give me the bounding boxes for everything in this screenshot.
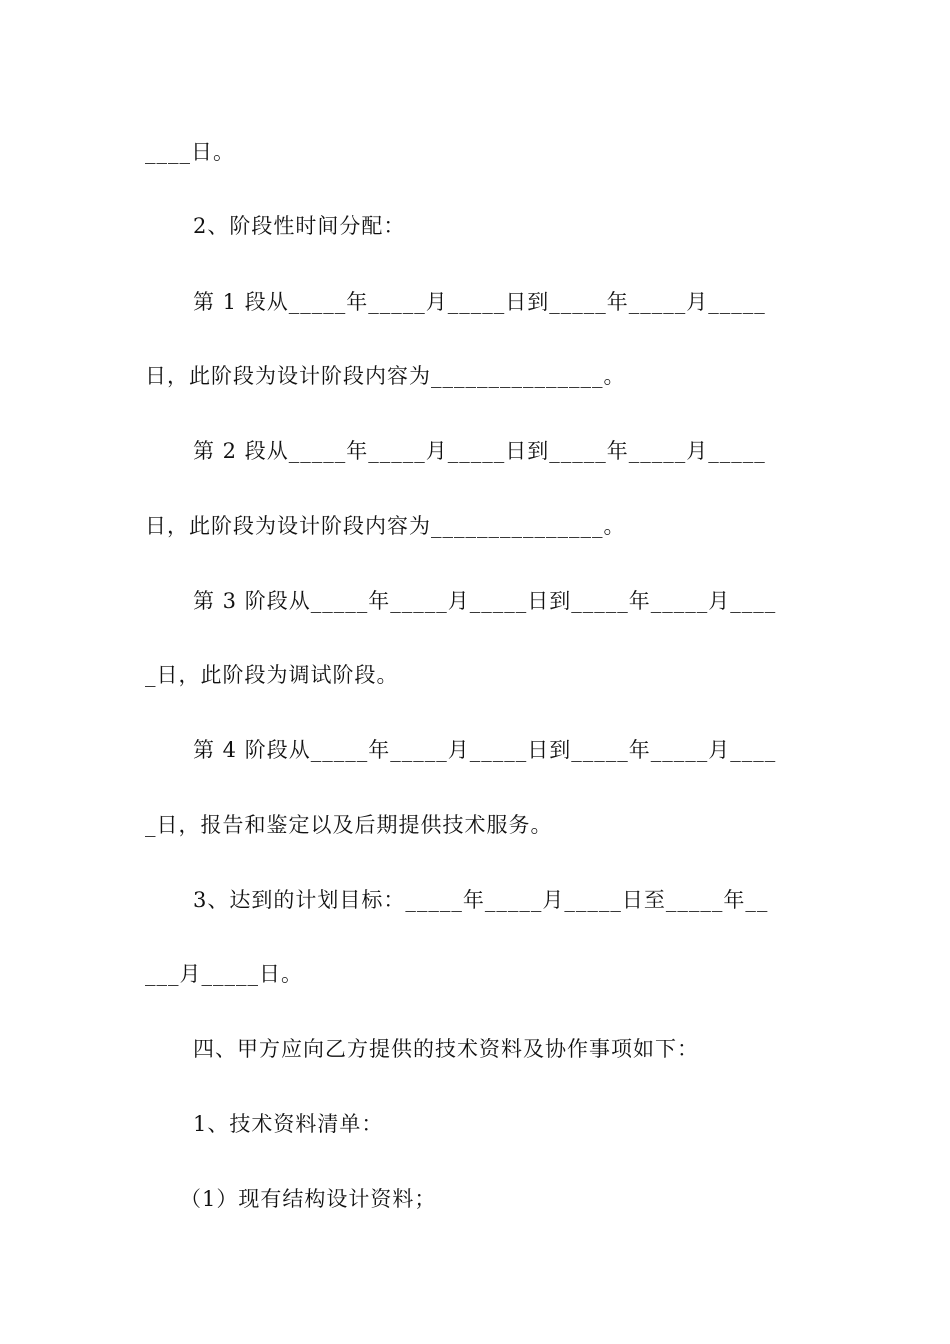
section-heading-time-allocation: 2、阶段性时间分配： <box>193 214 406 238</box>
section-heading-tech-materials: 1、技术资料清单： <box>193 1112 384 1136</box>
list-item-structure-design: （1）现有结构设计资料； <box>180 1187 437 1211</box>
text-line-stage-2: 第 2 段从_____年_____月_____日到_____年_____月_____ <box>193 439 766 463</box>
section-heading-party-a: 四、甲方应向乙方提供的技术资料及协作事项如下： <box>193 1037 699 1061</box>
text-line: _日，报告和鉴定以及后期提供技术服务。 <box>145 813 553 837</box>
text-line: _日，此阶段为调试阶段。 <box>145 663 399 687</box>
text-line: ____日。 <box>145 140 235 164</box>
text-line-stage-1: 第 1 段从_____年_____月_____日到_____年_____月_____ <box>193 290 766 314</box>
text-line: 日，此阶段为设计阶段内容为_______________。 <box>145 514 626 538</box>
text-line-plan-target: 3、达到的计划目标：_____年_____月_____日至_____年__ <box>193 888 769 912</box>
text-line-stage-3: 第 3 阶段从_____年_____月_____日到_____年_____月____ <box>193 589 777 613</box>
text-line-stage-4: 第 4 阶段从_____年_____月_____日到_____年_____月____ <box>193 738 777 762</box>
text-line: 日，此阶段为设计阶段内容为_______________。 <box>145 364 626 388</box>
text-line: ___月_____日。 <box>145 962 303 986</box>
